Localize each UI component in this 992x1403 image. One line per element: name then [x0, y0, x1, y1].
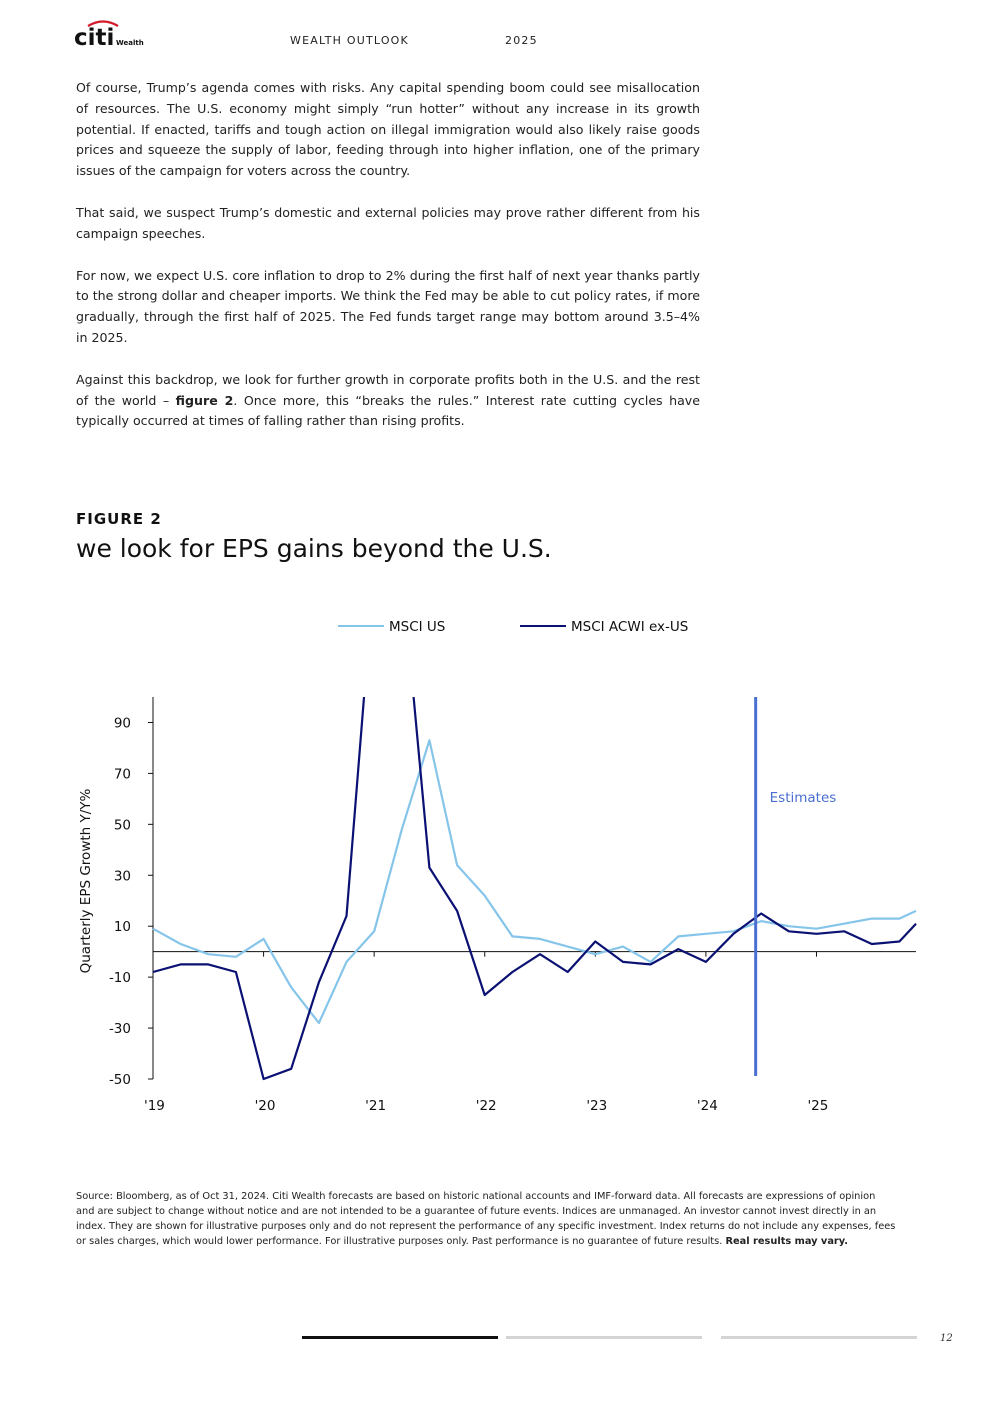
page-number: 12: [940, 1333, 953, 1344]
page-header: [0, 20, 992, 60]
chart-axes: [109, 697, 916, 1114]
chart-legend: [338, 619, 688, 635]
x-tick-label: '22: [475, 1098, 497, 1114]
estimates-label: Estimates: [769, 790, 837, 806]
y-tick-label: -30: [108, 1021, 131, 1038]
source-bold: Real results may vary.: [725, 1236, 848, 1247]
source-note: [76, 1189, 896, 1249]
page-progress-segment: [721, 1336, 917, 1339]
y-tick-label: 90: [113, 715, 131, 732]
paragraph-2: That said, we suspect Trump’s domestic and external policies may prove rather different from his campaign speeches.: [76, 204, 700, 241]
estimates-marker: [756, 697, 837, 1076]
paragraph-4: [76, 370, 700, 432]
logo-text: citi: [74, 25, 115, 50]
y-axis-label: Quarterly EPS Growth Y/Y%: [78, 788, 94, 974]
x-tick-label: '21: [365, 1098, 387, 1114]
series-line-msci-us: [153, 740, 916, 1023]
page-progress-active: [302, 1336, 498, 1339]
x-tick-label: '20: [254, 1098, 276, 1114]
x-tick-label: '19: [144, 1098, 165, 1114]
figure-reference: figure 2: [175, 392, 234, 408]
paragraph-4-end: . Once more, this “breaks the rules.” Interest rate cutting cycles have typically occurred at times of falling rather than rising profits.: [76, 392, 700, 429]
legend-label-msci-us: MSCI US: [389, 619, 446, 635]
paragraph-3: For now, we expect U.S. core inflation to drop to 2% during the first half of next year thanks partly to the strong dollar and cheaper imports. We think the Fed may be able to cut policy rates, if more gradually, through the first half of 2025. The Fed funds target range may bottom around 3.5–4% in 2025.: [76, 267, 700, 345]
y-tick-label: 70: [113, 766, 131, 783]
figure-label: FIGURE 2: [76, 510, 162, 528]
eps-growth-chart: [0, 600, 992, 1120]
y-tick-label: 10: [113, 919, 131, 936]
body-text: [76, 78, 700, 453]
x-tick-label: '23: [586, 1098, 608, 1114]
x-tick-label: '24: [696, 1098, 718, 1114]
logo-sub: Wealth: [116, 39, 144, 47]
y-tick-label: 30: [113, 868, 131, 885]
legend-label-msci-acwi-ex-us: MSCI ACWI ex-US: [571, 619, 689, 635]
chart-series: [153, 600, 916, 1079]
series-line-msci-acwi-ex-us: [153, 600, 916, 1079]
publication-title: WEALTH OUTLOOK: [290, 34, 409, 47]
figure-title: we look for EPS gains beyond the U.S.: [76, 534, 552, 563]
paragraph-1: Of course, Trump’s agenda comes with risks. Any capital spending boom could see misallocation of resources. The U.S. economy might simply “run hotter” without any increase in its growth potential. If enacted, tariffs and tough action on illegal immigration would also likely raise goods prices and squeeze the supply of labor, feeding through into higher inflation, one of the primary issues of the campaign for voters across the country.: [76, 80, 700, 179]
y-tick-label: -10: [108, 970, 131, 987]
page-progress-segment: [506, 1336, 702, 1339]
paragraph-4-start: Against this backdrop, we look for further growth in corporate profits both in the U.S. and the rest of the world –: [76, 371, 700, 408]
citi-wealth-logo: [74, 20, 144, 50]
y-tick-label: 50: [113, 817, 131, 834]
x-tick-label: '25: [807, 1098, 829, 1114]
source-text: Source: Bloomberg, as of Oct 31, 2024. Citi Wealth forecasts are based on historic national accounts and IMF-forward data. All forecasts are expressions of opinion and are subject to change without notice and are not intended to be a guarantee of future events. Indices are unmanaged. An investor cannot invest directly in an index. They are shown for illustrative purposes only and do not represent the performance of any specific investment. Index returns do not include any expenses, fees or sales charges, which would lower performance. For illustrative purposes only. Past performance is no guarantee of future results.: [76, 1191, 896, 1247]
y-tick-label: -50: [108, 1072, 131, 1088]
publication-year: 2025: [505, 34, 538, 47]
